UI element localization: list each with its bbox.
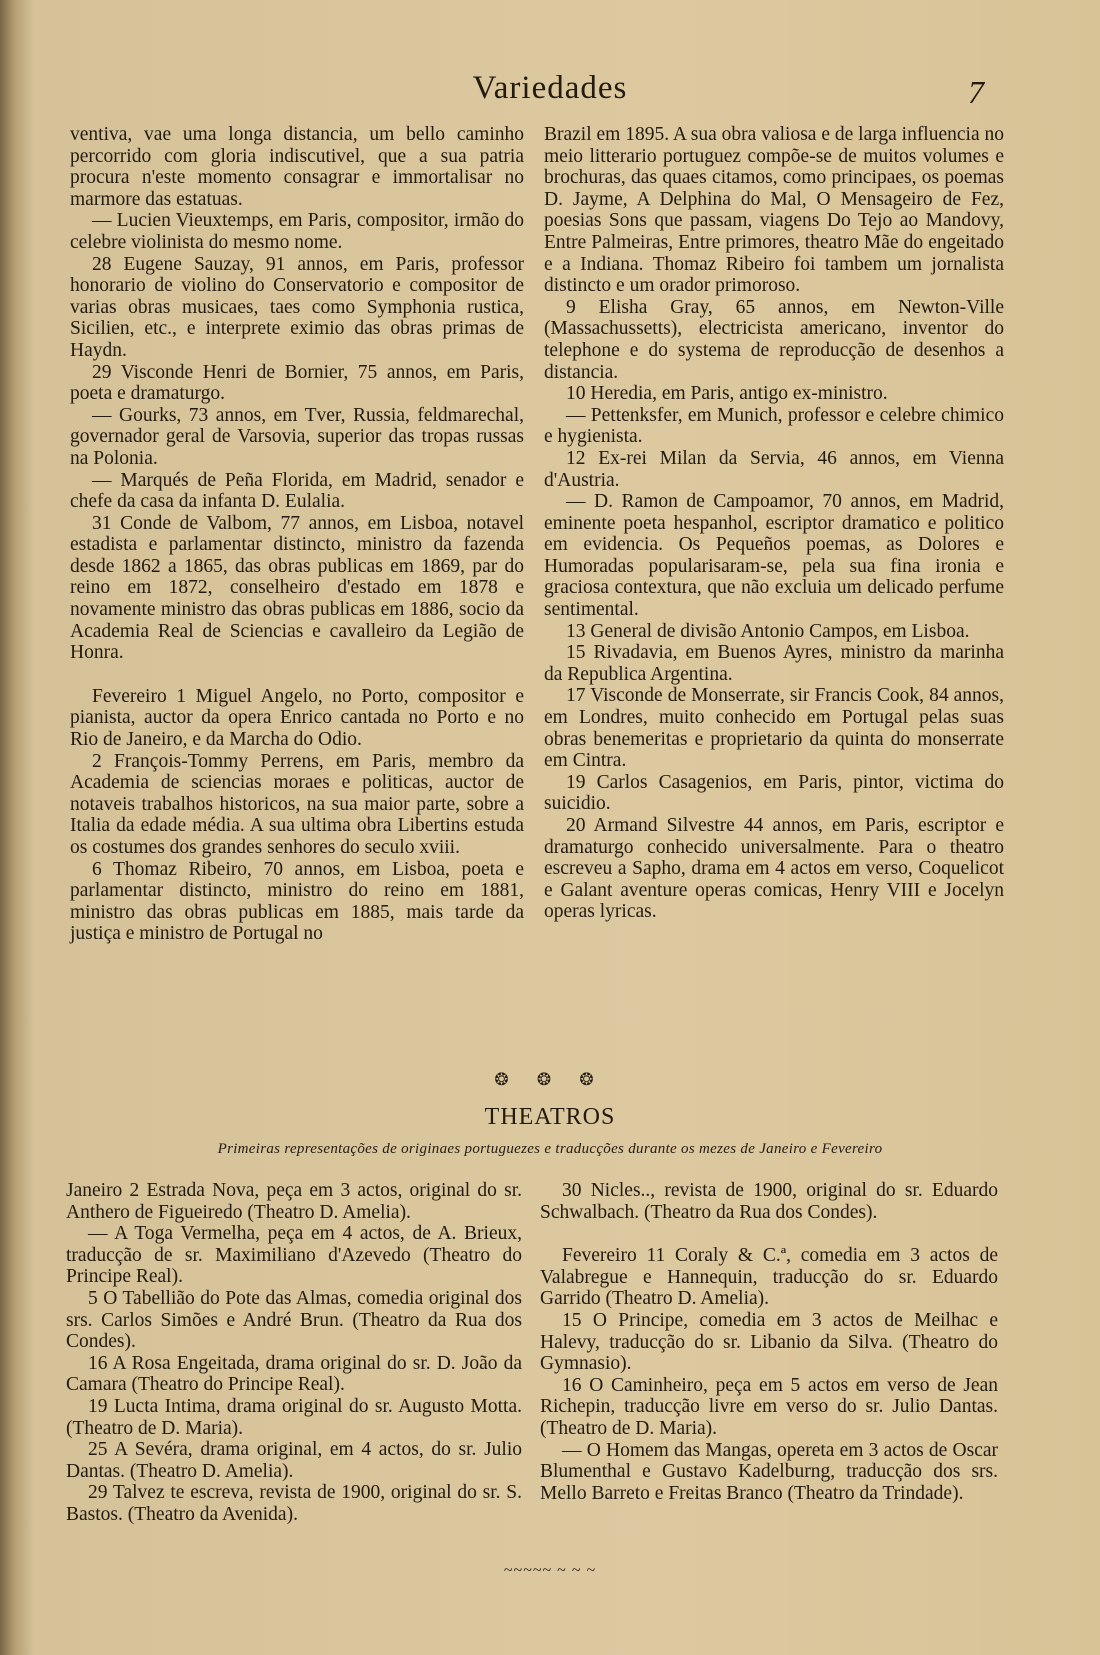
- paragraph: — Pettenksfer, em Munich, professor e celebre chimico e hygienista.: [544, 404, 1004, 448]
- paragraph: 6 Thomaz Ribeiro, 70 annos, em Lisboa, poeta e parlamentar distincto, ministro do reino em 1881, ministro das obras publicas em 1885, mais tarde da justiça e ministro de Portugal no: [70, 858, 524, 945]
- paragraph: — Marqués de Peña Florida, em Madrid, senador e chefe da casa da infanta D. Eulalia.: [70, 469, 524, 513]
- paragraph: — A Toga Vermelha, peça em 4 actos, de A. Brieux, traducção de sr. Maximiliano d'Azevedo (Theatro do Principe Real).: [66, 1223, 522, 1288]
- running-head-title: Variedades: [472, 70, 628, 106]
- paragraph: 29 Talvez te escreva, revista de 1900, original do sr. S. Bastos. (Theatro da Avenida).: [66, 1482, 522, 1525]
- column-left-bottom: [66, 1180, 522, 1526]
- page-number: 7: [968, 74, 984, 110]
- paragraph: 12 Ex-rei Milan da Servia, 46 annos, em Vienna d'Austria.: [544, 447, 1004, 491]
- paragraph: 5 O Tabellião do Pote das Almas, comedia original dos srs. Carlos Simões e André Brun. (Theatro da Rua dos Condes).: [66, 1287, 522, 1353]
- paragraph: 16 O Caminheiro, peça em 5 actos em verso de Jean Richepin, traducção livre em verso do sr. Julio Dantas. (Theatro de D. Maria).: [540, 1374, 998, 1439]
- column-left-top: [70, 124, 524, 945]
- paragraph: 15 O Principe, comedia em 3 actos de Meilhac e Halevy, traducção do sr. Libanio da Silva. (Theatro do Gymnasio).: [540, 1309, 998, 1375]
- section-subtitle: Primeiras representações de originaes portuguezes e traducções durante os mezes de Janeiro e Fevereiro: [217, 1141, 883, 1157]
- paragraph: Fevereiro 11 Coraly & C.ª, comedia em 3 actos de Valabregue e Hannequin, traducção do sr. Eduardo Garrido (Theatro D. Amelia).: [540, 1245, 998, 1310]
- paragraph: 25 A Sevéra, drama original, em 4 actos, do sr. Julio Dantas. (Theatro D. Amelia).: [66, 1439, 522, 1482]
- paragraph: 20 Armand Silvestre 44 annos, em Paris, escriptor e dramaturgo conhecido universalmente. Para o theatro escreveu a Sapho, drama em 4 actos em verso, Coquelicot e Galant aventure operas comicas, Henry VIII e Jocelyn operas lyricas.: [544, 815, 1004, 923]
- section-title: THEATROS: [484, 1104, 616, 1130]
- column-right-bottom: [540, 1180, 998, 1504]
- paragraph: ventiva, vae uma longa distancia, um bello caminho percorrido com gloria indiscutivel, que a sua patria procura n'este momento consagrar e immortalisar no marmore das estatuas.: [70, 124, 524, 210]
- paragraph: 15 Rivadavia, em Buenos Ayres, ministro da marinha da Republica Argentina.: [544, 642, 1004, 685]
- paragraph: — Lucien Vieuxtemps, em Paris, compositor, irmão do celebre violinista do mesmo nome.: [70, 210, 524, 253]
- paragraph: 31 Conde de Valbom, 77 annos, em Lisboa, notavel estadista e parlamentar distincto, ministro da fazenda desde 1862 a 1865, das obras publicas em 1869, par do reino em 1872, conselheiro d'estado em 1878 e novamente ministro das obras publicas em 1886, socio da Academia Real de Sciencias e cavalleiro da Legião de Honra.: [70, 512, 524, 664]
- paragraph: 13 General de divisão Antonio Campos, em Lisboa.: [566, 620, 970, 642]
- paragraph: 10 Heredia, em Paris, antigo ex-ministro.: [566, 383, 888, 405]
- paragraph: 28 Eugene Sauzay, 91 annos, em Paris, professor honorario de violino do Conservatorio e compositor de varias obras musicaes, taes como Symphonia rustica, Sicilien, etc., e interprete eximio das obras primas de Haydn.: [70, 253, 524, 361]
- paragraph: 17 Visconde de Monserrate, sir Francis Cook, 84 annos, em Londres, muito conhecido em Portugal pelas suas obras benemeritas e proprietario da quinta do monserrate em Cintra.: [544, 685, 1004, 772]
- paragraph: Brazil em 1895. A sua obra valiosa e de larga influencia no meio litterario portuguez compõe-se de muitos volumes e brochuras, das quaes citamos, como principaes, os poemas D. Jayme, A Delphina do Mal, O Mensageiro de Fez, poesias Sons que passam, viagens Do Tejo ao Mandovy, Entre Palmeiras, Entre primores, theatro Mãe do engeitado e a Indiana. Thomaz Ribeiro foi tambem um jornalista distincto e um orador primoroso.: [544, 124, 1004, 297]
- paragraph: 2 François-Tommy Perrens, em Paris, membro da Academia de sciencias moraes e politicas, auctor de notaveis trabalhos historicos, na sua maior parte, sobre a Italia da edade média. A sua ultima obra Libertins estuda os costumes dos grandes senhores do seculo xviii.: [70, 750, 524, 858]
- paragraph: — O Homem das Mangas, opereta em 3 actos de Oscar Blumenthal e Gustavo Kadelburng, traducção dos srs. Mello Barreto e Freitas Branco (Theatro da Trindade).: [540, 1439, 998, 1504]
- column-right-top: [544, 124, 1004, 923]
- paragraph: 16 A Rosa Engeitada, drama original do sr. D. João da Camara (Theatro do Principe Real).: [66, 1352, 522, 1396]
- paragraph: Janeiro 2 Estrada Nova, peça em 3 actos, original do sr. Anthero de Figueiredo (Theatro D. Amelia).: [66, 1180, 522, 1223]
- paragraph: — D. Ramon de Campoamor, 70 annos, em Madrid, eminente poeta hespanhol, escriptor dramatico e politico em evidencia. Os Pequeños poemas, as Dolores e Humoradas popularisaram-se, pela sua fina ironia e graciosa contextura, que não excluia um delicado perfume sentimental.: [544, 491, 1004, 621]
- paragraph: 29 Visconde Henri de Bornier, 75 annos, em Paris, poeta e dramaturgo.: [70, 361, 524, 405]
- paragraph: 9 Elisha Gray, 65 annos, em Newton-Ville (Massachussetts), electricista americano, inventor do telephone e do systema de reproducção de desenhos a distancia.: [544, 296, 1004, 383]
- paragraph: 19 Lucta Intima, drama original do sr. Augusto Motta. (Theatro de D. Maria).: [66, 1395, 522, 1439]
- paragraph: 30 Nicles.., revista de 1900, original do sr. Eduardo Schwalbach. (Theatro da Rua dos Condes).: [540, 1180, 998, 1223]
- section-ornament: ❂ ❂ ❂: [494, 1070, 606, 1089]
- paragraph: 19 Carlos Casagenios, em Paris, pintor, victima do suicidio.: [544, 771, 1004, 815]
- paragraph: Fevereiro 1 Miguel Angelo, no Porto, compositor e pianista, auctor da opera Enrico cantada no Porto e no Rio de Janeiro, e da Marcha do Odio.: [70, 685, 524, 751]
- tail-ornament: ~~~~~ ~ ~ ~: [503, 1562, 597, 1579]
- paragraph: — Gourks, 73 annos, em Tver, Russia, feldmarechal, governador geral de Varsovia, superior das tropas russas na Polonia.: [70, 404, 524, 469]
